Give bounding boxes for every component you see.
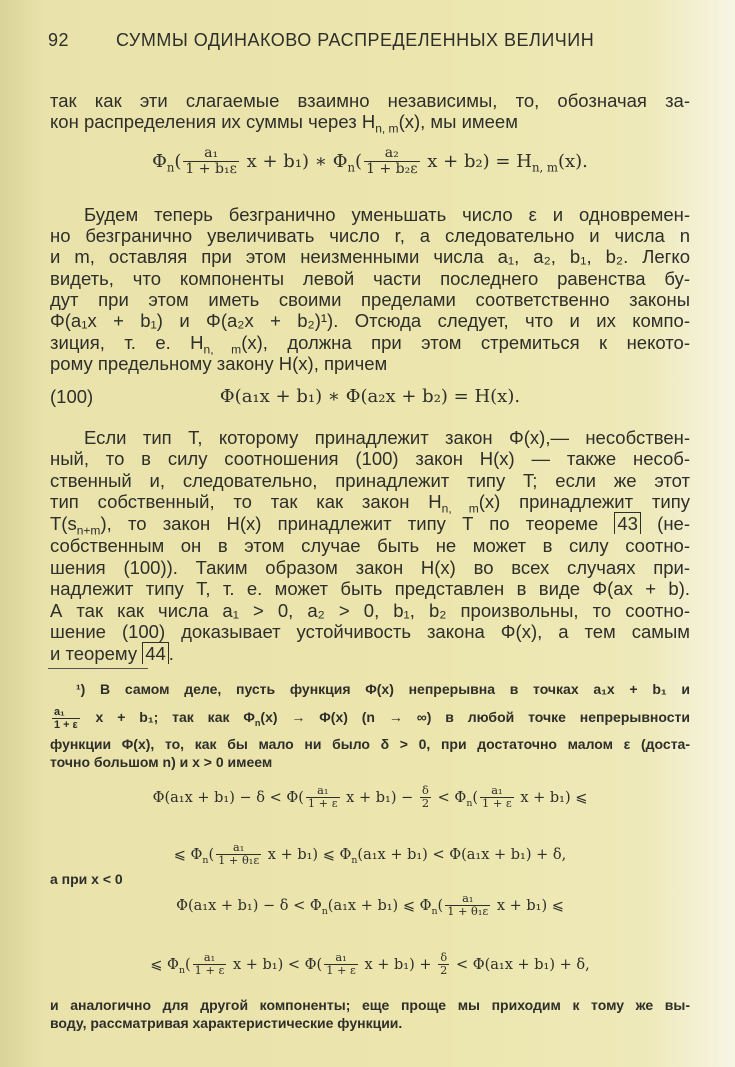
text-run: а при x < 0	[50, 871, 123, 887]
text-run: (	[355, 150, 363, 172]
subscript: n, m	[441, 501, 479, 516]
text-run: x + b₁) +	[359, 956, 437, 973]
text-run: (x).	[557, 150, 588, 172]
fraction	[324, 952, 358, 978]
text-line	[84, 427, 690, 449]
footnote-equation	[50, 893, 690, 924]
text-run: но безгранично увеличивать число r, а следовательно и числа n	[50, 225, 690, 246]
fraction-denominator: 1 + ε	[482, 797, 512, 811]
fraction-denominator: 1 + θ₁ε	[218, 854, 260, 868]
fraction-numerator: a₁	[193, 952, 227, 965]
text-line	[50, 470, 690, 492]
text-run: ), то закон H(x) принадлежит типу T по теореме	[100, 513, 615, 534]
page-number: 92	[48, 30, 70, 50]
text-run: Будем теперь безгранично уменьшать число ε и одновремен-	[84, 204, 690, 225]
text-run: T(s	[50, 513, 77, 534]
fraction-numerator: a₁	[216, 842, 261, 855]
text-line	[50, 621, 690, 643]
text-line	[50, 289, 690, 311]
text-run: x + b₁) −	[341, 789, 418, 806]
fraction-numerator: a₂	[364, 146, 419, 162]
text-line	[50, 557, 690, 579]
text-run: (a₁x + b₁) < Φ(a₁x + b₁) + δ,	[357, 846, 567, 863]
fraction-denominator: 1 + θ₁ε	[447, 905, 489, 919]
text-run: (a₁x + b₁) ⩽ Φ	[327, 897, 432, 914]
subscript: n	[347, 160, 356, 175]
text-run: точно большом n) и x > 0 имеем	[50, 754, 273, 770]
text-line	[50, 111, 690, 140]
fraction-numerator: a₁	[445, 893, 490, 906]
running-title: СУММЫ ОДИНАКОВО РАСПРЕДЕЛЕННЫХ ВЕЛИЧИН	[116, 30, 595, 50]
text-run: (x) принадлежит типу	[478, 491, 690, 512]
subscript: n, m	[375, 121, 399, 136]
fraction	[364, 146, 419, 178]
subscript: n	[254, 718, 261, 728]
fraction-denominator: 1 + ε	[194, 964, 225, 978]
subscript: n	[178, 964, 185, 976]
subscript: n+m	[76, 523, 101, 538]
fraction-denominator: 1 + b₁ε	[185, 161, 237, 178]
fraction-denominator: 2	[421, 797, 430, 811]
footnote-line	[50, 735, 690, 753]
text-run: x + b₁) < Φ(	[228, 956, 323, 973]
theorem-reference: 43	[614, 512, 641, 534]
text-run: и теорему	[50, 643, 143, 664]
text-run: x + b₁) ⩽	[515, 789, 588, 806]
text-run: Φ(a₁x + b₁) − δ < Φ(	[152, 789, 304, 806]
subscript: n	[431, 905, 438, 917]
text-line	[50, 535, 690, 557]
text-run: (	[174, 150, 182, 172]
text-line	[50, 353, 690, 375]
fraction-numerator: a₁	[52, 706, 80, 719]
text-run: x + b₁) ∗ Φ	[240, 150, 348, 172]
fraction-numerator: δ	[420, 785, 431, 798]
text-run: ⩽ Φ	[150, 956, 179, 973]
text-run: шение (100) доказывает устойчивость закона Φ(x), а тем самым	[50, 621, 690, 642]
subscript: n	[466, 797, 473, 809]
text-run: (x), мы имеем	[398, 111, 518, 132]
fraction	[183, 146, 238, 178]
fraction	[445, 893, 490, 919]
text-run: < Φ	[433, 789, 467, 806]
text-run: тип собственный, то так как закон H	[50, 491, 442, 512]
text-run: дут при этом иметь своими пределами соответственно законы	[50, 289, 690, 310]
fraction	[306, 785, 340, 811]
text-run: (	[208, 846, 215, 863]
theorem-reference: 44	[142, 642, 169, 664]
subscript: n	[202, 854, 209, 866]
footnote-line	[50, 996, 690, 1014]
text-line	[84, 204, 690, 226]
fraction-denominator: 1 + b₂ε	[366, 161, 418, 178]
subscript: n	[351, 854, 358, 866]
text-run: ¹) В самом деле, пусть функция Φ(x) непрерывна в точках a₁x + b₁ и	[76, 681, 690, 697]
text-run: так как эти слагаемые взаимно независимы, то, обозначая за-	[50, 90, 690, 111]
text-run: (	[185, 956, 191, 973]
text-line	[50, 268, 690, 290]
text-run: .	[168, 643, 174, 664]
fraction-denominator: 1 + ε	[326, 964, 356, 978]
text-run: зиция, т. е. H	[50, 332, 204, 353]
equation-number: (100)	[50, 386, 94, 407]
fraction	[193, 952, 227, 978]
text-run: и m, оставляя при этом неизменными числа a₁, a₂, b₁, b₂. Легко	[50, 246, 690, 267]
text-line	[50, 448, 690, 470]
text-run: (	[437, 897, 444, 914]
footnote-line	[50, 1014, 690, 1032]
fraction-numerator: a₁	[183, 146, 238, 162]
fraction-denominator: 1 + ε	[54, 719, 78, 731]
text-line	[50, 225, 690, 247]
text-run: и аналогично для другой компоненты; еще проще мы приходим к тому же вы-	[50, 997, 690, 1013]
text-line	[50, 643, 690, 665]
text-line	[50, 578, 690, 600]
text-run: < Φ(a₁x + b₁) + δ,	[451, 956, 590, 973]
fraction	[480, 785, 514, 811]
text-run: надлежит типу T, т. е. может быть представлен в виде Φ(ax + b).	[50, 578, 690, 599]
fraction-numerator: a₁	[324, 952, 358, 965]
fraction-denominator: 1 + ε	[307, 797, 338, 811]
text-run: x + b₁; так как Φ	[81, 709, 255, 726]
text-run: (	[472, 789, 479, 806]
text-run: рому предельному закону H(x), причем	[50, 353, 388, 374]
subscript: n, m	[531, 160, 558, 175]
text-run: Если тип T, которому принадлежит закон Φ(x),— несобствен-	[84, 427, 690, 448]
text-run: видеть, что компоненты левой части последнего равенства бу-	[50, 268, 690, 289]
fraction-denominator: 2	[440, 964, 448, 978]
equation-100	[50, 385, 690, 409]
text-run: шения (100)). Таким образом закон H(x) во всех случаях при-	[50, 557, 690, 578]
footnote-equation	[50, 842, 690, 873]
footnote-line	[50, 706, 690, 732]
text-run: ственный и, следовательно, принадлежит типу T; если же этот	[50, 470, 690, 491]
fraction-numerator: a₁	[480, 785, 514, 798]
subscript: n, m	[203, 342, 242, 357]
footnote-equation	[50, 785, 690, 816]
text-line	[50, 90, 690, 112]
subscript: n	[321, 905, 328, 917]
fraction	[420, 785, 431, 811]
text-run: Φ(a₁x + b₁) − δ < Φ	[176, 897, 322, 914]
text-run: кон распределения их суммы через H	[50, 111, 376, 132]
text-run: ный, то в силу соотношения (100) закон H(x) — также несоб-	[50, 448, 690, 469]
fraction	[216, 842, 261, 868]
text-run: x + b₂) = H	[421, 150, 532, 172]
text-run: Φ(a₁x + b₁) ∗ Φ(a₂x + b₂) = H(x).	[219, 386, 521, 407]
subscript: n	[166, 160, 175, 175]
text-run: (не-	[640, 513, 690, 534]
fraction-numerator: a₁	[306, 785, 340, 798]
text-run: x + b₁) ⩽ Φ	[263, 846, 352, 863]
text-run: функции Φ(x), то, как бы мало ни было δ > 0, при достаточно малом ε (доста-	[50, 736, 690, 752]
text-run: А так как числа a₁ > 0, a₂ > 0, b₁, b₂ произвольны, то соотно-	[50, 600, 690, 621]
footnote-line	[50, 870, 690, 888]
equation	[50, 146, 690, 180]
text-run: Φ	[152, 150, 167, 172]
fraction	[52, 706, 80, 731]
text-run: ⩽ Φ	[173, 846, 203, 863]
text-run: Φ(a₁x + b₁) и Φ(a₂x + b₂)¹). Отсюда следует, что и их компо-	[50, 310, 690, 331]
footnote-equation	[50, 952, 690, 983]
text-line	[50, 310, 690, 332]
text-line	[50, 600, 690, 622]
text-run: (x), должна при этом стремиться к некото-	[241, 332, 690, 353]
text-run: собственным он в этом случае быть не может в силу соотно-	[50, 535, 690, 556]
text-run: воду, рассматривая характеристические функции.	[50, 1015, 403, 1031]
fraction-numerator: δ	[438, 952, 449, 965]
footnote-line	[76, 680, 690, 698]
footnote-line	[50, 753, 690, 771]
text-run: x + b₁) ⩽	[492, 897, 564, 914]
text-line	[50, 246, 690, 268]
text-run: (x) → Φ(x) (n → ∞) в любой точке непрерывности	[260, 709, 690, 726]
fraction	[438, 952, 449, 978]
footnote-rule	[48, 668, 148, 669]
